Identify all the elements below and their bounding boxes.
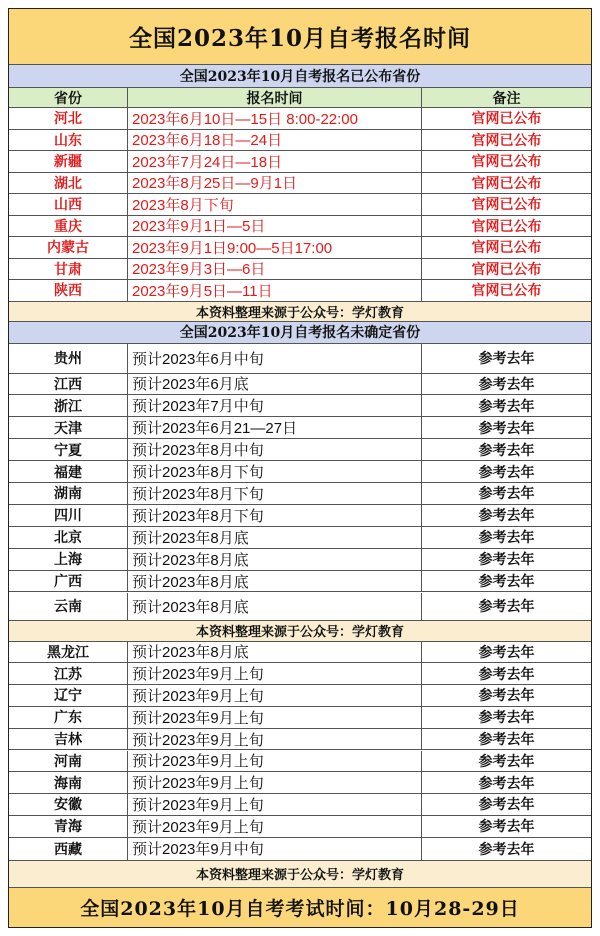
remark-cell: 参考去年 [478, 486, 535, 503]
table-row [9, 194, 591, 216]
remark-cell: 官网已公布 [471, 154, 542, 171]
table-row [9, 593, 591, 621]
remark-cell: 官网已公布 [471, 218, 542, 235]
remark-cell: 参考去年 [478, 552, 535, 569]
table-row [9, 216, 591, 238]
registration-time-cell: 预计2023年8月下旬 [128, 505, 422, 526]
remark-cell: 官网已公布 [471, 132, 542, 149]
remark-cell: 参考去年 [478, 797, 535, 814]
registration-time-cell: 2023年8月25日—9月1日 [128, 173, 422, 194]
table-row [9, 130, 591, 152]
table-row [9, 772, 591, 794]
registration-time-cell: 预计2023年9月上旬 [128, 685, 422, 706]
table-row [9, 707, 591, 729]
remark-cell: 官网已公布 [471, 283, 542, 300]
remark-cell: 参考去年 [478, 644, 535, 661]
province-cell: 甘肃 [9, 259, 128, 280]
remark-cell: 参考去年 [478, 688, 535, 705]
source-note [9, 861, 591, 888]
remark-cell: 参考去年 [478, 775, 535, 792]
remark-cell: 参考去年 [478, 420, 535, 437]
province-cell: 上海 [9, 549, 128, 570]
registration-time-cell: 预计2023年6月中旬 [128, 344, 422, 373]
remark-cell: 参考去年 [478, 376, 535, 393]
province-cell: 青海 [9, 816, 128, 837]
remark-cell: 官网已公布 [471, 111, 542, 128]
table-row [9, 505, 591, 527]
remark-cell: 参考去年 [478, 819, 535, 836]
source-note [9, 621, 591, 642]
province-cell: 河北 [9, 108, 128, 129]
province-cell: 湖南 [9, 483, 128, 504]
schedule-table [8, 8, 592, 928]
province-cell: 福建 [9, 461, 128, 482]
header-province: 省份 [9, 88, 128, 107]
province-cell: 重庆 [9, 216, 128, 237]
registration-time-cell: 预计2023年8月底 [128, 593, 422, 620]
province-cell: 江西 [9, 374, 128, 395]
remark-cell: 官网已公布 [471, 175, 542, 192]
registration-time-cell: 预计2023年9月上旬 [128, 729, 422, 750]
remark-cell: 参考去年 [478, 508, 535, 525]
remark-cell: 参考去年 [478, 666, 535, 683]
registration-time-cell: 预计2023年8月底 [128, 527, 422, 548]
table-row [9, 344, 591, 374]
remark-cell: 参考去年 [478, 398, 535, 415]
source-note [9, 302, 591, 322]
registration-time-cell: 2023年9月1日—5日 [128, 216, 422, 237]
remark-cell: 官网已公布 [471, 197, 542, 214]
table-row [9, 173, 591, 195]
table-row [9, 751, 591, 773]
province-cell: 黑龙江 [9, 642, 128, 663]
province-cell: 海南 [9, 772, 128, 793]
remark-cell: 参考去年 [478, 753, 535, 770]
table-row [9, 237, 591, 259]
province-cell: 天津 [9, 417, 128, 438]
province-cell: 贵州 [9, 344, 128, 373]
province-cell: 湖北 [9, 173, 128, 194]
registration-time-cell: 预计2023年8月底 [128, 571, 422, 592]
source-note-text: 本资料整理来源于公众号：学灯教育 [195, 625, 404, 640]
province-cell: 广西 [9, 571, 128, 592]
province-cell: 广东 [9, 707, 128, 728]
registration-time-cell: 2023年9月1日9:00—5日17:00 [128, 237, 422, 258]
table-row [9, 108, 591, 130]
exam-time-banner-text: 全国2023年10月自考考试时间：10月28-29日 [80, 897, 520, 920]
table-row [9, 663, 591, 685]
section-title-published-text: 全国2023年10月自考报名已公布省份 [179, 69, 421, 85]
registration-time-cell: 2023年6月10日—15日 8:00-22:00 [128, 108, 422, 129]
remark-cell: 官网已公布 [471, 240, 542, 257]
table-row [9, 280, 591, 302]
registration-time-cell: 预计2023年6月21—27日 [128, 417, 422, 438]
header-remark: 备注 [492, 90, 521, 107]
province-cell: 陕西 [9, 280, 128, 301]
registration-time-cell: 预计2023年9月上旬 [128, 707, 422, 728]
table-row [9, 151, 591, 173]
remark-cell: 参考去年 [478, 710, 535, 727]
registration-time-cell: 预计2023年8月底 [128, 642, 422, 663]
table-row [9, 549, 591, 571]
table-row [9, 571, 591, 593]
table-row [9, 642, 591, 664]
province-cell: 江苏 [9, 663, 128, 684]
remark-cell: 参考去年 [478, 464, 535, 481]
remark-cell: 参考去年 [478, 732, 535, 749]
registration-time-cell: 2023年7月24日—18日 [128, 151, 422, 172]
table-row [9, 483, 591, 505]
table-row [9, 729, 591, 751]
province-cell: 安徽 [9, 794, 128, 815]
table-row [9, 527, 591, 549]
remark-cell: 参考去年 [478, 530, 535, 547]
province-cell: 四川 [9, 505, 128, 526]
province-cell: 山东 [9, 130, 128, 151]
province-cell: 吉林 [9, 729, 128, 750]
registration-time-cell: 预计2023年9月中旬 [128, 838, 422, 860]
registration-time-cell: 2023年9月3日—6日 [128, 259, 422, 280]
table-row [9, 461, 591, 483]
table-row [9, 816, 591, 838]
registration-time-cell: 预计2023年9月上旬 [128, 794, 422, 815]
registration-time-cell: 预计2023年9月上旬 [128, 772, 422, 793]
remark-cell: 参考去年 [478, 351, 535, 367]
table-row [9, 439, 591, 461]
registration-time-cell: 2023年9月5日—11日 [128, 280, 422, 301]
header-registration-time: 报名时间 [128, 88, 422, 107]
province-cell: 山西 [9, 194, 128, 215]
section-title-published [9, 65, 591, 88]
province-cell: 西藏 [9, 838, 128, 860]
remark-cell: 参考去年 [478, 442, 535, 459]
registration-time-cell: 预计2023年8月下旬 [128, 483, 422, 504]
table-row [9, 395, 591, 417]
province-cell: 内蒙古 [9, 237, 128, 258]
remark-cell: 官网已公布 [471, 261, 542, 278]
registration-time-cell: 预计2023年9月上旬 [128, 663, 422, 684]
province-cell: 浙江 [9, 395, 128, 416]
province-cell: 辽宁 [9, 685, 128, 706]
remark-cell: 参考去年 [478, 841, 535, 858]
table-row [9, 838, 591, 861]
section-title-unconfirmed [9, 322, 591, 344]
table-row [9, 417, 591, 439]
section-title-unconfirmed-text: 全国2023年10月自考报名未确定省份 [179, 325, 421, 341]
table-row [9, 794, 591, 816]
province-cell: 宁夏 [9, 439, 128, 460]
registration-time-cell: 预计2023年7月中旬 [128, 395, 422, 416]
column-header-row [9, 88, 591, 108]
source-note-text: 本资料整理来源于公众号：学灯教育 [195, 305, 404, 321]
page-title [9, 9, 591, 65]
table-row [9, 259, 591, 281]
table-row [9, 685, 591, 707]
registration-time-cell: 2023年8月下旬 [128, 194, 422, 215]
province-cell: 云南 [9, 593, 128, 620]
registration-time-cell: 预计2023年8月下旬 [128, 461, 422, 482]
registration-time-cell: 预计2023年6月底 [128, 374, 422, 395]
page-title-text: 全国2023年10月自考报名时间 [128, 25, 472, 52]
registration-time-cell: 预计2023年9月上旬 [128, 751, 422, 772]
remark-cell: 参考去年 [478, 599, 535, 615]
source-note-text: 本资料整理来源于公众号：学灯教育 [195, 868, 404, 884]
registration-time-cell: 2023年6月18日—24日 [128, 130, 422, 151]
province-cell: 新疆 [9, 151, 128, 172]
table-row [9, 374, 591, 396]
registration-time-cell: 预计2023年8月底 [128, 549, 422, 570]
exam-time-banner [9, 888, 591, 927]
remark-cell: 参考去年 [478, 574, 535, 591]
registration-time-cell: 预计2023年9月上旬 [128, 816, 422, 837]
province-cell: 北京 [9, 527, 128, 548]
province-cell: 河南 [9, 751, 128, 772]
registration-time-cell: 预计2023年8月中旬 [128, 439, 422, 460]
